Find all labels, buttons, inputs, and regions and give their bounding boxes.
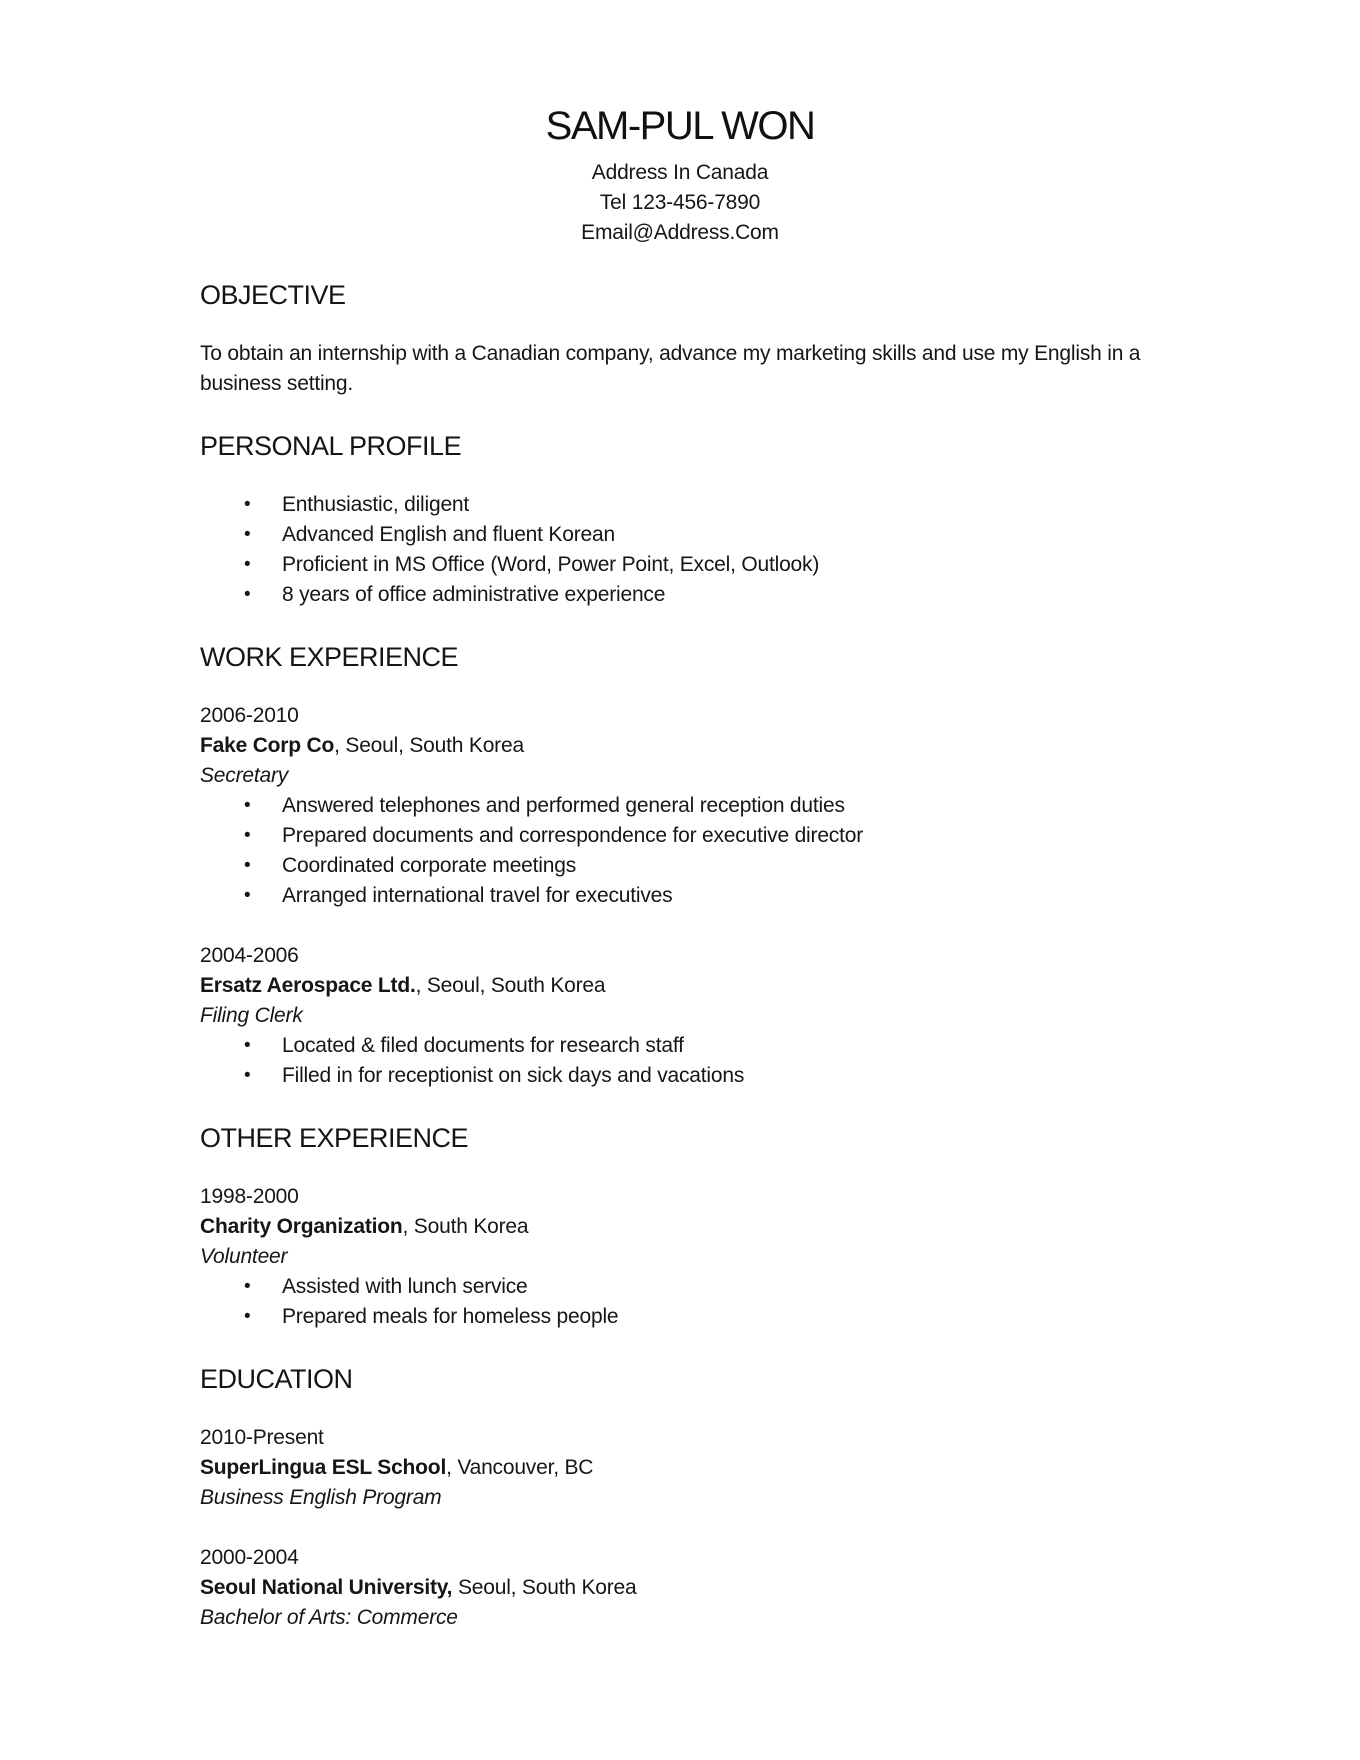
bullet-icon: •: [244, 1276, 251, 1297]
job-period: 2004-2006: [200, 944, 299, 967]
section-work-experience: [200, 640, 1160, 1091]
section-other-experience: [200, 1121, 1160, 1332]
list-item: [200, 580, 1160, 610]
section-heading-personal-profile: PERSONAL PROFILE: [200, 431, 462, 461]
school-location: Seoul, South Korea: [452, 1576, 637, 1599]
list-item: [200, 1031, 1160, 1061]
bullet-icon: •: [244, 584, 251, 605]
job-duties-list: [200, 791, 1160, 911]
bullet-icon: •: [244, 494, 251, 515]
job-entry: [200, 701, 1160, 911]
contact-phone: Tel 123-456-7890: [599, 191, 761, 214]
bullet-icon: •: [244, 554, 251, 575]
education-org-line: [200, 1453, 1160, 1483]
list-item: [200, 821, 1160, 851]
bullet-icon: •: [244, 885, 251, 906]
list-item: [200, 1061, 1160, 1091]
bullet-icon: •: [244, 1306, 251, 1327]
school-location: , Vancouver, BC: [446, 1456, 594, 1479]
list-item: [200, 1302, 1160, 1332]
list-item-text: Enthusiastic, diligent: [282, 493, 470, 516]
bullet-icon: •: [244, 795, 251, 816]
section-heading-objective: OBJECTIVE: [200, 280, 346, 310]
contact-email: Email@Address.Com: [581, 221, 779, 244]
school-name: SuperLingua ESL School: [200, 1456, 447, 1479]
list-item: [200, 520, 1160, 550]
contact-address: Address In Canada: [591, 161, 769, 184]
bullet-icon: •: [244, 1035, 251, 1056]
education-program: Bachelor of Arts: Commerce: [200, 1606, 458, 1629]
contact-block: [200, 158, 1160, 248]
job-location: , Seoul, South Korea: [334, 734, 524, 757]
list-item-text: Located & filed documents for research staff: [282, 1034, 684, 1057]
section-heading-education: EDUCATION: [200, 1364, 353, 1394]
section-education: [200, 1362, 1160, 1633]
list-item-text: Answered telephones and performed general reception duties: [282, 794, 845, 817]
list-item-text: Coordinated corporate meetings: [282, 854, 577, 877]
list-item-text: Filled in for receptionist on sick days and vacations: [282, 1064, 745, 1087]
job-role: Filing Clerk: [200, 1004, 303, 1027]
list-item: [200, 881, 1160, 911]
section-heading-work-experience: WORK EXPERIENCE: [200, 642, 459, 672]
bullet-icon: •: [244, 524, 251, 545]
list-item: [200, 550, 1160, 580]
resume-header: [200, 102, 1160, 248]
job-org-line: [200, 731, 1160, 761]
bullet-icon: •: [244, 855, 251, 876]
job-period: 2006-2010: [200, 704, 299, 727]
job-org-line: [200, 1212, 1160, 1242]
list-item: [200, 791, 1160, 821]
objective-text: To obtain an internship with a Canadian company, advance my marketing skills and use my English in a business setting.: [200, 342, 1141, 395]
education-entry: [200, 1423, 1160, 1513]
list-item: [200, 851, 1160, 881]
school-name: Seoul National University,: [200, 1576, 453, 1599]
personal-profile-list: [200, 490, 1160, 610]
section-objective: [200, 278, 1160, 399]
job-company: Charity Organization: [200, 1215, 403, 1238]
job-company: Fake Corp Co: [200, 734, 335, 757]
list-item-text: Prepared meals for homeless people: [282, 1305, 619, 1328]
section-personal-profile: [200, 429, 1160, 610]
job-location: , Seoul, South Korea: [415, 974, 606, 997]
job-role: Secretary: [200, 764, 289, 787]
job-company: Ersatz Aerospace Ltd.: [200, 974, 416, 997]
list-item-text: 8 years of office administrative experience: [282, 583, 666, 606]
bullet-icon: •: [244, 1065, 251, 1086]
job-period: 1998-2000: [200, 1185, 299, 1208]
job-entry: [200, 1182, 1160, 1332]
list-item-text: Advanced English and fluent Korean: [282, 523, 615, 546]
list-item-text: Arranged international travel for executives: [282, 884, 673, 907]
list-item-text: Prepared documents and correspondence for executive director: [282, 824, 864, 847]
education-period: 2000-2004: [200, 1546, 299, 1569]
job-duties-list: [200, 1031, 1160, 1091]
bullet-icon: •: [244, 825, 251, 846]
list-item: [200, 1272, 1160, 1302]
section-heading-other-experience: OTHER EXPERIENCE: [200, 1123, 469, 1153]
job-role: Volunteer: [200, 1245, 288, 1268]
education-org-line: [200, 1573, 1160, 1603]
list-item-text: Assisted with lunch service: [282, 1275, 528, 1298]
education-program: Business English Program: [200, 1486, 442, 1509]
list-item-text: Proficient in MS Office (Word, Power Point, Excel, Outlook): [282, 553, 820, 576]
education-entry: [200, 1543, 1160, 1633]
education-period: 2010-Present: [200, 1426, 324, 1449]
job-entry: [200, 941, 1160, 1091]
list-item: [200, 490, 1160, 520]
job-org-line: [200, 971, 1160, 1001]
job-duties-list: [200, 1272, 1160, 1332]
job-location: , South Korea: [402, 1215, 529, 1238]
name-title: SAM-PUL WON: [545, 104, 815, 148]
